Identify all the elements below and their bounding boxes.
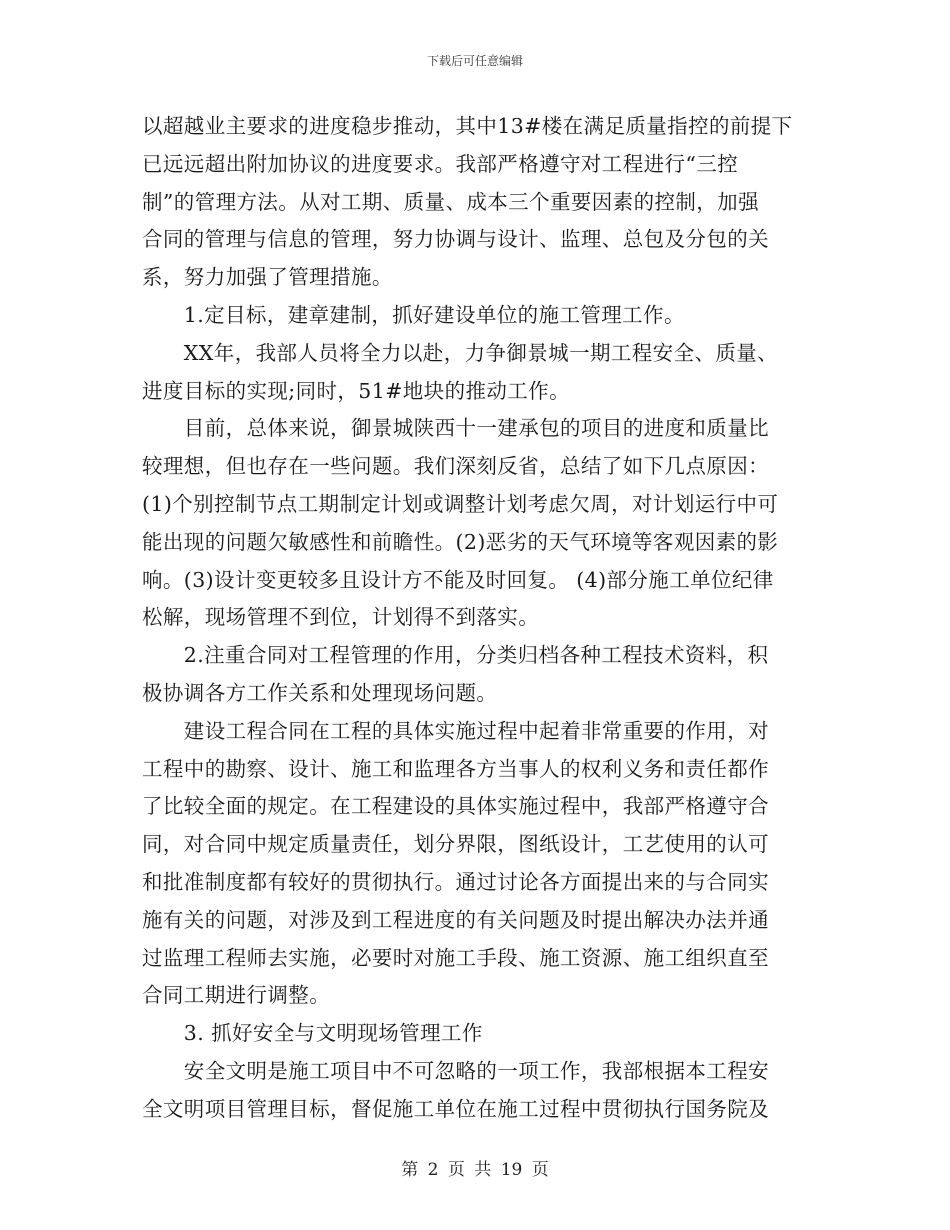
- text-line: 制”的管理方法。从对工期、质量、成本三个重要因素的控制，加强: [142, 189, 759, 214]
- text-line: 建设工程合同在工程的具体实施过程中起着非常重要的作用，对: [142, 718, 769, 743]
- section-heading-1: 1.定目标，建章建制，抓好建设单位的施工管理工作。: [142, 302, 685, 327]
- text-line: 响。(3)设计变更较多且设计方不能及时回复。 (4)部分施工单位纪律: [142, 567, 774, 592]
- text-line: 和批准制度都有较好的贯彻执行。通过讨论各方面提出来的与合同实: [142, 869, 769, 894]
- text-line: 以超越业主要求的进度稳步推动，其中13#楼在满足质量指控的前提下: [142, 114, 793, 138]
- section-heading-3: 3. 抓好安全与文明现场管理工作: [142, 1021, 483, 1046]
- text-line: 全文明项目管理目标，督促施工单位在施工过程中贯彻执行国务院及: [142, 1096, 769, 1121]
- text-line: 施有关的问题，对涉及到工程进度的有关问题及时提出解决办法并通: [142, 907, 769, 932]
- page-header: 下载后可任意编辑: [426, 54, 523, 68]
- text-line: 了比较全面的规定。在工程建设的具体实施过程中，我部严格遵守合: [142, 794, 769, 819]
- text-line: 极协调各方工作关系和处理现场问题。: [142, 680, 498, 705]
- text-line: 合同的管理与信息的管理，努力协调与设计、监理、总包及分包的关: [142, 227, 769, 252]
- text-line: 工程中的勘察、设计、施工和监理各方当事人的权利义务和责任都作: [142, 756, 769, 781]
- text-line: 已远远超出附加协议的进度要求。我部严格遵守对工程进行“三控: [142, 151, 739, 176]
- text-line: 进度目标的实现;同时，51#地块的推动工作。: [142, 378, 570, 403]
- document-body: [142, 108, 810, 1129]
- text-line: 过监理工程师去实施，必要时对施工手段、施工资源、施工组织直至: [142, 945, 769, 970]
- text-line: XX年，我部人员将全力以赴，力争御景城一期工程安全、质量、: [142, 340, 779, 365]
- text-line: 同，对合同中规定质量责任，划分界限，图纸设计，工艺使用的认可: [142, 832, 769, 857]
- text-line: 安全文明是施工项目中不可忽略的一项工作，我部根据本工程安: [142, 1058, 769, 1083]
- text-line: 松解，现场管理不到位，计划得不到落实。: [142, 605, 540, 630]
- page-footer: 第 2 页 共 19 页: [401, 1160, 549, 1180]
- text-line: 目前，总体来说，御景城陕西十一建承包的项目的进度和质量比: [142, 416, 769, 441]
- text-line: 合同工期进行调整。: [142, 983, 331, 1008]
- text-line: (1)个别控制节点工期制定计划或调整计划考虑欠周，对计划运行中可: [142, 491, 779, 516]
- section-heading-2: 2.注重合同对工程管理的作用，分类归档各种工程技术资料，积: [142, 643, 769, 668]
- text-line: 系，努力加强了管理措施。: [142, 265, 393, 290]
- text-line: 能出现的问题欠敏感性和前瞻性。(2)恶劣的天气环境等客观因素的影: [142, 529, 779, 554]
- text-line: 较理想，但也存在一些问题。我们深刻反省，总结了如下几点原因：: [142, 454, 769, 479]
